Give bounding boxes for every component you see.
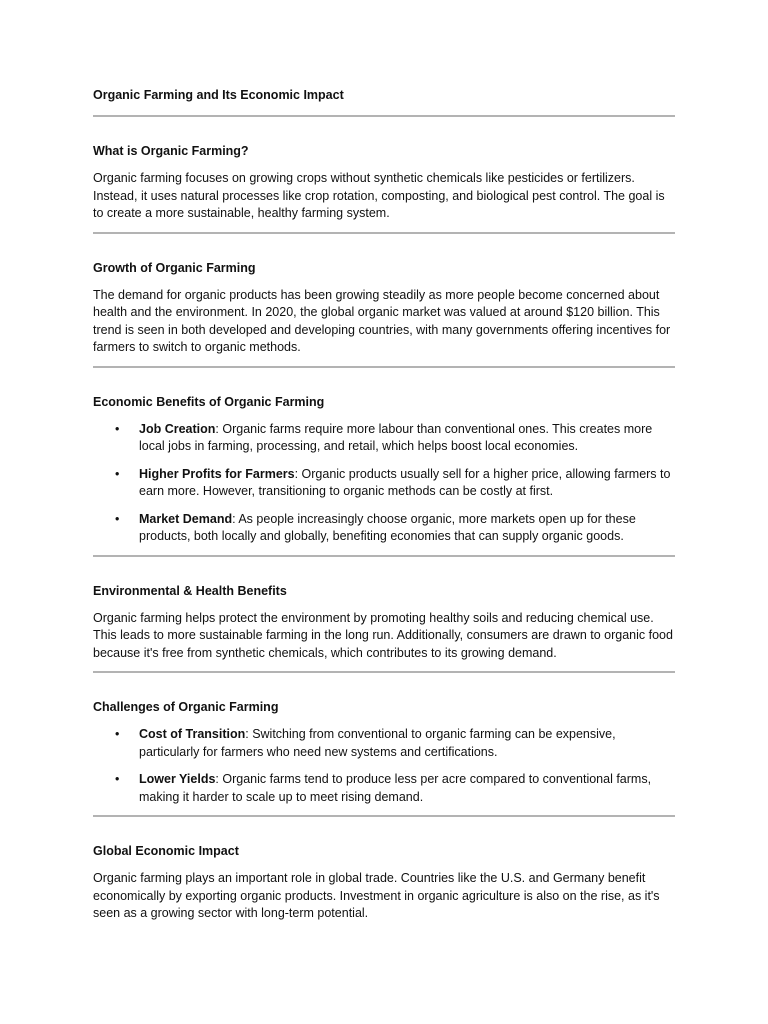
bullet-icon: •: [115, 421, 120, 436]
section-growth: [93, 234, 675, 366]
section-heading: Challenges of Organic Farming: [93, 700, 279, 714]
section-heading: Environmental & Health Benefits: [93, 583, 287, 598]
list-item-text: : Organic farms tend to produce less per acre compared to conventional farms, making it harder to scale up to meet rising demand.: [139, 772, 652, 804]
list-item-term: Job Creation: [139, 421, 216, 436]
list-item-text: : Switching from conventional to organic farming can be expensive, particularly for farmers who need new systems and certifications.: [139, 727, 616, 759]
section-paragraph: Organic farming focuses on growing crops without synthetic chemicals like pesticides or fertilizers. Instead, it uses natural processes like crop rotation, composting, and biological pest control. The goal is to create a more sustainable, healthy farming system.: [93, 171, 665, 220]
section-economic-benefits: [93, 368, 675, 555]
list-item-text: : As people increasingly choose organic, more markets open up for these products, both locally and globally, benefiting economies that can supply organic goods.: [139, 511, 636, 543]
bullet-icon: •: [115, 727, 120, 741]
section-heading: Economic Benefits of Organic Farming: [93, 394, 325, 409]
list-item-term: Lower Yields: [139, 772, 216, 786]
document-page: [93, 86, 675, 932]
list-item-term: Cost of Transition: [139, 727, 246, 741]
section-paragraph: Organic farming plays an important role in global trade. Countries like the U.S. and Germany benefit economically by exporting organic products. Investment in organic agriculture is also on the rise, as it's seen as a growing sector with long-term potential.: [93, 871, 660, 920]
section-paragraph: The demand for organic products has been growing steadily as more people become concerned about health and the environment. In 2020, the global organic market was valued at around $120 billion. This trend is seen in both developed and developing countries, with many governments offering incentives for farmers to switch to organic methods.: [93, 287, 671, 354]
list-item-text: : Organic products usually sell for a higher price, allowing farmers to earn more. However, transitioning to organic methods can be costly at first.: [139, 466, 671, 498]
section-global-impact: [93, 817, 675, 932]
section-environmental-health: [93, 557, 675, 672]
section-heading: Growth of Organic Farming: [93, 260, 256, 275]
list-item-text: : Organic farms require more labour than conventional ones. This creates more local jobs in farming, processing, and retail, which helps boost local economies.: [139, 421, 653, 453]
section-paragraph: Organic farming helps protect the environment by promoting healthy soils and reducing chemical use. This leads to more sustainable farming in the long run. Additionally, consumers are drawn to organic food because it's free from synthetic chemicals, which contributes to its growing demand.: [93, 610, 673, 660]
section-heading: Global Economic Impact: [93, 844, 239, 858]
benefits-list: [93, 421, 675, 546]
challenges-list: [93, 726, 675, 806]
section-what-is-organic-farming: [93, 117, 675, 232]
section-challenges: [93, 673, 675, 815]
list-item: [93, 421, 675, 456]
section-heading: What is Organic Farming?: [93, 144, 249, 158]
bullet-icon: •: [115, 466, 120, 481]
list-item-term: Market Demand: [139, 511, 233, 526]
list-item: [93, 466, 675, 501]
list-item: [93, 726, 675, 761]
bullet-icon: •: [115, 772, 120, 786]
bullet-icon: •: [115, 511, 120, 526]
list-item-term: Higher Profits for Farmers: [139, 466, 295, 481]
list-item: [93, 511, 675, 546]
list-item: [93, 771, 675, 806]
document-title: Organic Farming and Its Economic Impact: [93, 88, 344, 102]
